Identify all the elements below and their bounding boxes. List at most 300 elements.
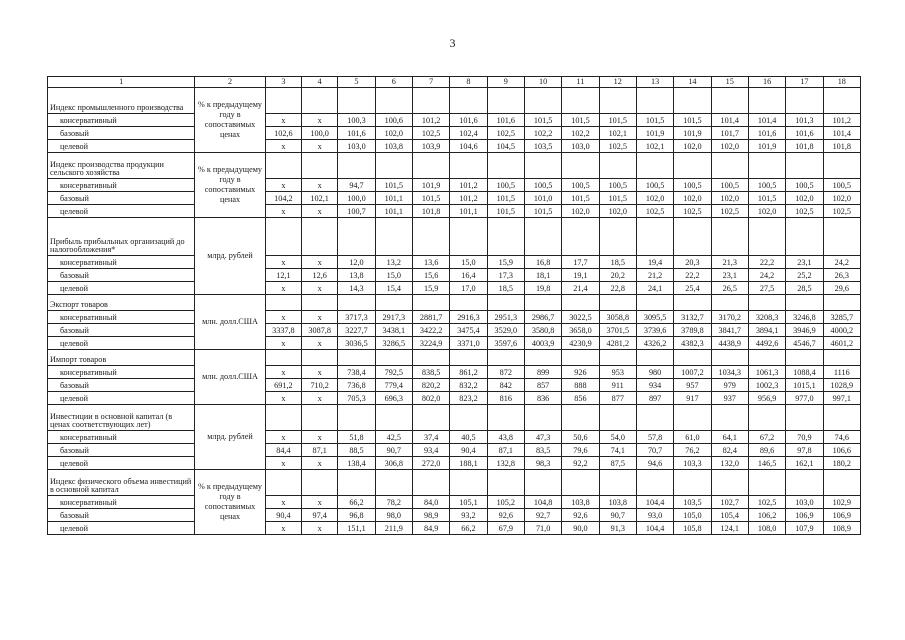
value-cell: 101,4 [823, 127, 860, 140]
empty-cell [412, 470, 449, 496]
scenario-row [48, 496, 861, 509]
empty-cell [599, 153, 636, 179]
value-cell: 61,0 [674, 431, 711, 444]
value-cell: 3658,0 [562, 324, 599, 337]
indicator-title-row [48, 218, 861, 256]
value-cell: 103,8 [599, 496, 636, 509]
value-cell: 102,6 [265, 127, 301, 140]
empty-cell [338, 295, 375, 311]
value-cell: 102,5 [487, 127, 524, 140]
scenario-label: целевой [48, 457, 195, 470]
value-cell: 3036,5 [338, 337, 375, 350]
value-cell: 3475,4 [450, 324, 487, 337]
value-cell: 102,0 [786, 192, 823, 205]
indicator-title: Индекс производства продукции сельского хозяйства [48, 153, 195, 179]
empty-cell [302, 153, 338, 179]
value-cell: 100,5 [636, 179, 673, 192]
empty-cell [450, 470, 487, 496]
value-cell: 856 [562, 392, 599, 405]
value-cell: 90,4 [450, 444, 487, 457]
value-cell: x [265, 366, 301, 379]
value-cell: 101,8 [786, 140, 823, 153]
value-cell: 101,1 [375, 192, 412, 205]
empty-cell [823, 405, 860, 431]
value-cell: 102,5 [823, 205, 860, 218]
column-number: 9 [487, 77, 524, 88]
value-cell: 101,2 [823, 114, 860, 127]
scenario-label: базовый [48, 379, 195, 392]
value-cell: 22,8 [599, 282, 636, 295]
value-cell: 84,4 [265, 444, 301, 457]
value-cell: 87,1 [487, 444, 524, 457]
value-cell: 101,2 [412, 114, 449, 127]
scenario-label: базовый [48, 269, 195, 282]
value-cell: 22,2 [674, 269, 711, 282]
value-cell: x [265, 205, 301, 218]
scenario-row [48, 392, 861, 405]
column-number: 18 [823, 77, 860, 88]
value-cell: x [302, 431, 338, 444]
empty-cell [599, 405, 636, 431]
value-cell: 103,8 [375, 140, 412, 153]
empty-cell [786, 350, 823, 366]
scenario-label: консервативный [48, 431, 195, 444]
column-number: 12 [599, 77, 636, 88]
value-cell: 101,4 [711, 114, 748, 127]
scenario-label: консервативный [48, 114, 195, 127]
value-cell: 100,6 [375, 114, 412, 127]
value-cell: x [265, 522, 301, 535]
value-cell: 47,3 [524, 431, 561, 444]
value-cell: 104,5 [487, 140, 524, 153]
scenario-label: базовый [48, 324, 195, 337]
value-cell: x [265, 337, 301, 350]
value-cell: x [302, 179, 338, 192]
value-cell: 98,0 [375, 509, 412, 522]
value-cell: 92,7 [524, 509, 561, 522]
value-cell: 104,4 [636, 522, 673, 535]
value-cell: 3946,9 [786, 324, 823, 337]
value-cell: 24,2 [748, 269, 785, 282]
value-cell: 102,1 [599, 127, 636, 140]
value-cell: 861,2 [450, 366, 487, 379]
value-cell: x [265, 457, 301, 470]
value-cell: 100,5 [524, 179, 561, 192]
scenario-label: базовый [48, 192, 195, 205]
value-cell: 101,4 [748, 114, 785, 127]
empty-cell [450, 295, 487, 311]
value-cell: 100,5 [674, 179, 711, 192]
table-body [48, 77, 861, 535]
value-cell: 836 [524, 392, 561, 405]
empty-cell [674, 470, 711, 496]
value-cell: 3597,6 [487, 337, 524, 350]
value-cell: 103,5 [524, 140, 561, 153]
empty-cell [412, 218, 449, 256]
value-cell: 3580,8 [524, 324, 561, 337]
value-cell: 102,0 [711, 140, 748, 153]
value-cell: 104,8 [524, 496, 561, 509]
empty-cell [562, 350, 599, 366]
value-cell: 953 [599, 366, 636, 379]
value-cell: 1088,4 [786, 366, 823, 379]
value-cell: x [265, 114, 301, 127]
value-cell: 92,6 [487, 509, 524, 522]
value-cell: 997,1 [823, 392, 860, 405]
empty-cell [636, 405, 673, 431]
empty-cell [599, 470, 636, 496]
empty-cell [674, 218, 711, 256]
empty-cell [562, 88, 599, 114]
value-cell: 83,5 [524, 444, 561, 457]
empty-cell [487, 218, 524, 256]
value-cell: 696,3 [375, 392, 412, 405]
indicator-title-row [48, 470, 861, 496]
value-cell: 3337,8 [265, 324, 301, 337]
value-cell: 146,5 [748, 457, 785, 470]
value-cell: 3438,1 [375, 324, 412, 337]
value-cell: 705,3 [338, 392, 375, 405]
value-cell: 4003,9 [524, 337, 561, 350]
value-cell: 823,2 [450, 392, 487, 405]
value-cell: 103,8 [562, 496, 599, 509]
column-number: 10 [524, 77, 561, 88]
value-cell: 102,9 [823, 496, 860, 509]
value-cell: 90,0 [562, 522, 599, 535]
value-cell: 70,7 [636, 444, 673, 457]
value-cell: 3132,7 [674, 311, 711, 324]
value-cell: 3022,5 [562, 311, 599, 324]
value-cell: 90,4 [265, 509, 301, 522]
empty-cell [748, 470, 785, 496]
value-cell: 25,2 [786, 269, 823, 282]
empty-cell [487, 470, 524, 496]
column-number: 11 [562, 77, 599, 88]
scenario-label: целевой [48, 140, 195, 153]
value-cell: 14,3 [338, 282, 375, 295]
value-cell: 43,8 [487, 431, 524, 444]
empty-cell [599, 88, 636, 114]
value-cell: 102,0 [674, 140, 711, 153]
value-cell: 78,2 [375, 496, 412, 509]
value-cell: 101,7 [711, 127, 748, 140]
scenario-row [48, 457, 861, 470]
value-cell: 100,5 [711, 179, 748, 192]
value-cell: 102,0 [562, 205, 599, 218]
scenario-row [48, 282, 861, 295]
value-cell: 103,0 [562, 140, 599, 153]
empty-cell [562, 295, 599, 311]
empty-cell [265, 405, 301, 431]
value-cell: 1116 [823, 366, 860, 379]
value-cell: 779,4 [375, 379, 412, 392]
value-cell: 92,2 [562, 457, 599, 470]
value-cell: 934 [636, 379, 673, 392]
empty-cell [487, 153, 524, 179]
value-cell: 4230,9 [562, 337, 599, 350]
empty-cell [450, 405, 487, 431]
empty-cell [450, 88, 487, 114]
value-cell: 1034,3 [711, 366, 748, 379]
value-cell: 3422,2 [412, 324, 449, 337]
value-cell: 4382,3 [674, 337, 711, 350]
value-cell: 67,9 [487, 522, 524, 535]
value-cell: 22,2 [748, 256, 785, 269]
value-cell: 2986,7 [524, 311, 561, 324]
scenario-row [48, 269, 861, 282]
value-cell: 106,9 [823, 509, 860, 522]
value-cell: 108,0 [748, 522, 785, 535]
value-cell: 71,0 [524, 522, 561, 535]
empty-cell [636, 88, 673, 114]
indicator-title: Индекс промышленного производства [48, 88, 195, 114]
value-cell: x [302, 337, 338, 350]
value-cell: 40,5 [450, 431, 487, 444]
scenario-row [48, 192, 861, 205]
value-cell: 89,6 [748, 444, 785, 457]
empty-cell [636, 470, 673, 496]
value-cell: 3224,9 [412, 337, 449, 350]
empty-cell [265, 295, 301, 311]
empty-cell [524, 405, 561, 431]
value-cell: 90,7 [375, 444, 412, 457]
value-cell: 979 [711, 379, 748, 392]
empty-cell [412, 88, 449, 114]
value-cell: 911 [599, 379, 636, 392]
value-cell: 3170,2 [711, 311, 748, 324]
value-cell: 102,5 [599, 140, 636, 153]
value-cell: 21,4 [562, 282, 599, 295]
value-cell: 15,4 [375, 282, 412, 295]
value-cell: 19,8 [524, 282, 561, 295]
value-cell: 15,9 [487, 256, 524, 269]
value-cell: 92,6 [562, 509, 599, 522]
empty-cell [265, 153, 301, 179]
value-cell: 20,3 [674, 256, 711, 269]
value-cell: 15,0 [375, 269, 412, 282]
value-cell: 54,0 [599, 431, 636, 444]
empty-cell [823, 88, 860, 114]
value-cell: 102,0 [748, 205, 785, 218]
value-cell: 23,1 [711, 269, 748, 282]
value-cell: 103,9 [412, 140, 449, 153]
value-cell: 17,3 [487, 269, 524, 282]
value-cell: 20,2 [599, 269, 636, 282]
value-cell: 151,1 [338, 522, 375, 535]
value-cell: 106,2 [748, 509, 785, 522]
value-cell: 15,9 [412, 282, 449, 295]
value-cell: 3894,1 [748, 324, 785, 337]
value-cell: x [265, 256, 301, 269]
empty-cell [265, 350, 301, 366]
empty-cell [338, 470, 375, 496]
scenario-label: консервативный [48, 496, 195, 509]
value-cell: 899 [524, 366, 561, 379]
value-cell: 101,5 [599, 192, 636, 205]
value-cell: 3208,3 [748, 311, 785, 324]
empty-cell [674, 405, 711, 431]
value-cell: 138,4 [338, 457, 375, 470]
value-cell: 105,8 [674, 522, 711, 535]
value-cell: 101,5 [524, 205, 561, 218]
empty-cell [450, 153, 487, 179]
value-cell: 1002,3 [748, 379, 785, 392]
empty-cell [338, 405, 375, 431]
column-number: 15 [711, 77, 748, 88]
value-cell: 17,7 [562, 256, 599, 269]
value-cell: 98,9 [412, 509, 449, 522]
empty-cell [786, 405, 823, 431]
value-cell: 977,0 [786, 392, 823, 405]
value-cell: 103,0 [338, 140, 375, 153]
value-cell: 105,4 [711, 509, 748, 522]
value-cell: 100,5 [786, 179, 823, 192]
value-cell: 188,1 [450, 457, 487, 470]
value-cell: x [302, 496, 338, 509]
scenario-row [48, 431, 861, 444]
value-cell: 102,5 [636, 205, 673, 218]
value-cell: 24,2 [823, 256, 860, 269]
value-cell: 4601,2 [823, 337, 860, 350]
value-cell: 101,5 [412, 192, 449, 205]
scenario-row [48, 114, 861, 127]
value-cell: 93,2 [450, 509, 487, 522]
empty-cell [786, 218, 823, 256]
value-cell: 101,9 [412, 179, 449, 192]
value-cell: x [302, 522, 338, 535]
empty-cell [823, 350, 860, 366]
value-cell: 3286,5 [375, 337, 412, 350]
value-cell: 94,7 [338, 179, 375, 192]
scenario-row [48, 256, 861, 269]
value-cell: 90,7 [599, 509, 636, 522]
value-cell: x [302, 205, 338, 218]
indicator-title-row [48, 350, 861, 366]
value-cell: 1015,1 [786, 379, 823, 392]
empty-cell [674, 350, 711, 366]
indicator-title: Импорт товаров [48, 350, 195, 366]
value-cell: 101,9 [748, 140, 785, 153]
indicator-title-row [48, 153, 861, 179]
value-cell: x [265, 311, 301, 324]
empty-cell [375, 153, 412, 179]
value-cell: 3841,7 [711, 324, 748, 337]
value-cell: x [265, 496, 301, 509]
empty-cell [711, 88, 748, 114]
value-cell: 3701,5 [599, 324, 636, 337]
scenario-row [48, 379, 861, 392]
empty-cell [674, 153, 711, 179]
column-number: 8 [450, 77, 487, 88]
indicator-title: Индекс физического объема инвестиций в основной капитал [48, 470, 195, 496]
value-cell: 101,6 [786, 127, 823, 140]
empty-cell [636, 295, 673, 311]
empty-cell [823, 295, 860, 311]
value-cell: 104,2 [265, 192, 301, 205]
empty-cell [786, 153, 823, 179]
empty-cell [711, 295, 748, 311]
column-number: 14 [674, 77, 711, 88]
value-cell: 926 [562, 366, 599, 379]
value-cell: 76,2 [674, 444, 711, 457]
empty-cell [487, 350, 524, 366]
empty-cell [375, 218, 412, 256]
scenario-row [48, 337, 861, 350]
value-cell: 957 [674, 379, 711, 392]
value-cell: 28,5 [786, 282, 823, 295]
value-cell: 101,5 [748, 192, 785, 205]
empty-cell [674, 295, 711, 311]
value-cell: 102,5 [711, 205, 748, 218]
value-cell: 66,2 [450, 522, 487, 535]
value-cell: 102,5 [786, 205, 823, 218]
value-cell: 97,4 [302, 509, 338, 522]
scenario-label: базовый [48, 444, 195, 457]
value-cell: 1028,9 [823, 379, 860, 392]
value-cell: 101,6 [487, 114, 524, 127]
empty-cell [375, 350, 412, 366]
indicator-unit: % к предыдущему году в сопоставимых ценах [195, 153, 266, 218]
value-cell: 980 [636, 366, 673, 379]
empty-cell [487, 295, 524, 311]
column-number: 3 [265, 77, 301, 88]
column-number: 1 [48, 77, 195, 88]
column-number: 6 [375, 77, 412, 88]
value-cell: 3529,0 [487, 324, 524, 337]
value-cell: 13,6 [412, 256, 449, 269]
value-cell: 101,5 [524, 114, 561, 127]
value-cell: 832,2 [450, 379, 487, 392]
value-cell: 3371,0 [450, 337, 487, 350]
empty-cell [375, 88, 412, 114]
value-cell: 101,3 [786, 114, 823, 127]
scenario-row [48, 522, 861, 535]
scenario-row [48, 127, 861, 140]
value-cell: 820,2 [412, 379, 449, 392]
empty-cell [711, 405, 748, 431]
value-cell: 101,5 [487, 205, 524, 218]
value-cell: 100,0 [338, 192, 375, 205]
value-cell: 101,5 [375, 179, 412, 192]
value-cell: x [302, 366, 338, 379]
value-cell: x [265, 431, 301, 444]
value-cell: 3789,8 [674, 324, 711, 337]
scenario-row [48, 324, 861, 337]
value-cell: 42,5 [375, 431, 412, 444]
value-cell: x [302, 256, 338, 269]
empty-cell [562, 405, 599, 431]
value-cell: 100,3 [338, 114, 375, 127]
value-cell: 102,5 [748, 496, 785, 509]
value-cell: 87,1 [302, 444, 338, 457]
empty-cell [636, 218, 673, 256]
empty-cell [823, 470, 860, 496]
empty-cell [302, 405, 338, 431]
value-cell: x [265, 179, 301, 192]
value-cell: 1007,2 [674, 366, 711, 379]
value-cell: 101,5 [636, 114, 673, 127]
empty-cell [748, 405, 785, 431]
value-cell: 132,0 [711, 457, 748, 470]
value-cell: 21,2 [636, 269, 673, 282]
empty-cell [823, 153, 860, 179]
scenario-label: консервативный [48, 179, 195, 192]
value-cell: 88,5 [338, 444, 375, 457]
empty-cell [711, 218, 748, 256]
value-cell: 792,5 [375, 366, 412, 379]
empty-cell [302, 295, 338, 311]
value-cell: 105,1 [450, 496, 487, 509]
